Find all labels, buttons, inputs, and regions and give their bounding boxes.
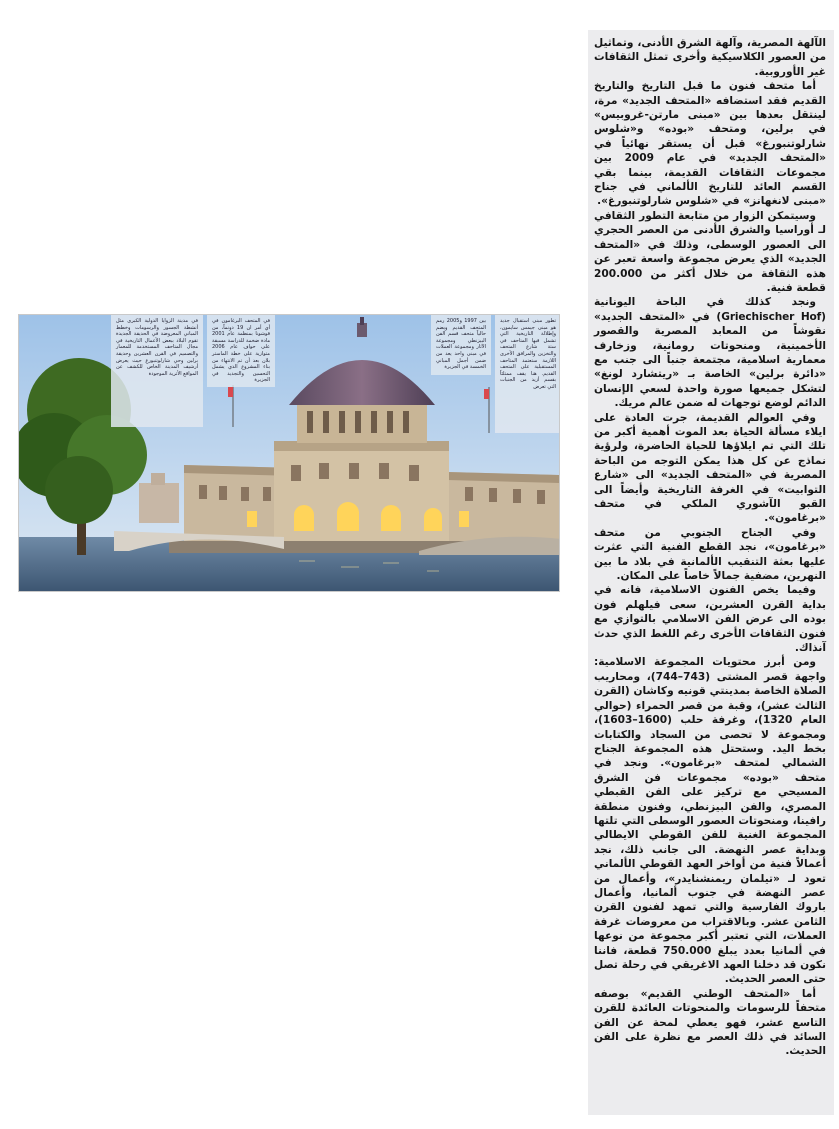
article-column xyxy=(588,30,834,1115)
article-paragraph: الآلهة المصرية، وآلهة الشرق الأدنى، وتماثيل من العصور الكلاسيكية وأخرى تمثل الثقافات غير الأوروبية. xyxy=(594,37,826,78)
flag xyxy=(228,387,233,397)
lantern xyxy=(357,323,367,337)
article-paragraph: وفي العوالم القديمة، جرت العادة على ايلاء مسألة الحياة بعد الموت أهمية أكبر من تلك التي تم ايلاؤها للحياة الحاضرة، ولرؤية نماذج عن كل هذا يمكن التوجه من الباحة المصرية في «المتحف الجديد» الى «شارع التوابيت» في الغرفة التاريخية وأيضاً الى القبو الآشوري الملكي في متحف «برغامون». xyxy=(594,411,826,525)
article-paragraph: أما متحف فنون ما قبل التاريخ والتاريخ القديم فقد استضافه «المتحف الجديد» مرة، لينتقل بعدها بين «مبنى مارتن-غروبيس» في برلين، ومتحف «بوده» و«شلوس شارلوتنبورغ» قبل أن يستقر نهائياً في «المتحف الجديد» في عام 2009 بين مجموعات الثقافات القديمة، بينما بقي القسم العائد للتاريخ الألماني في جناح «مبنى لانغهانز» في «شلوس شارلوتنبورغ». xyxy=(594,80,826,208)
article-paragraph: ومن أبرز محتويات المجموعة الاسلامية: واجهة قصر المشتى (743–744)، ومحاريب الصلاة الخاصة بمدينتي قونيه وكاشان (القرن الثالث عشر)، وقبة من قصر الحمراء (حوالي العام 1320)، وغرفة حلب (1600–1603)، ومجموعة لا تحصى من السجاد والكتابات بخط اليد. وستحتل هذه المجموعة الجناح الشمالي لمتحف «برغامون». ونجد في متحف «بوده» مجموعات فن الشرق المسيحي مع تركيز على الفن القبطي المصري، والفن البيزنطي، وفنون منطقة رافينا، ومنحوتات العصور الوسطى التي تلتها المجموعة الغنية للفن القوطي الايطالي وبداية عصر النهضة. الى جانب ذلك، نجد أعمالاً فنية من أواخر العهد القوطي الألماني تعود لـ «تيلمان ريمنشنايدر»، وأعمال من عصر النهضة في جنوب ألمانيا، وأعمال باروك الفارسية والتي تمهد لفنون القرن الثامن عشر. وبالاقتراب من معروضات غرفة العملات، التي تعتبر أكبر مجموعة من نوعها في ألمانيا بعدد يبلغ 750.000 قطعة، فاننا نكون قد دخلنا العهد الاغريقي في رحلة تصل حتى العصر الحديث. xyxy=(594,656,826,986)
photo-inset-text: في المتحف البرغامون في أي أمر ان 19 دونماً، من قوشونا بمنظمة عام 2001 مادة ضخمة للدراسة مسبقة على حواف عام 2006 متوازية على خطة الماستر بلان بعد أن تم الانتهاء من بناء المشروع الذي يشمل التحسين والتجديد في الجزيرة xyxy=(207,315,275,387)
article-paragraph: أما «المتحف الوطني القديم» بوصفه متحفاً للرسومات والمنحوتات العائدة للقرن التاسع عشر، فهو يعطي لمحة عن الفن السائد في ذلك العصر مع نظرة على الفن الحديث. xyxy=(594,987,826,1058)
photo-inset-text: في مدينة الزوايا الدولية الكبرى مثل أنشطة الجسور والرسومات وخطط المباني المعروضة في الحديقة الجديدة تقوم البلاد ببعض الأعمال التاريخية في مجال المتاحف المستخدمة للمعمار والتصميم في القرن العشرين وحديقة برلين وحي شارلوتنبورغ حيث يعرض أرشيف المدينة الخاص للكشف عن المواقع الأثرية الموجودة xyxy=(111,315,203,427)
flag xyxy=(484,389,489,399)
article-paragraph: وفيما يخص الفنون الاسلامية، فانه في بداية القرن العشرين، سعى فيلهلم فون بوده الى عرض الفن الاسلامي بالتوازي مع فنون الثقافات الأخرى رغم اللغط الذي حدث آنذاك. xyxy=(594,584,826,655)
museum-front xyxy=(274,437,449,551)
background-building xyxy=(151,473,165,485)
museum-photo xyxy=(18,314,560,592)
background-building xyxy=(139,483,179,523)
article-paragraph: ونجد كذلك في الباحة اليونانية (Griechischer Hof) في «المتحف الجديد» نقوشاً من المعابد المصرية والقصور الأخمينية، ومنحوتات رومانية، وزخارف معمارية اسلامية، مجتمعة جنباً الى جنب مع «دائرة برلين» الخاصة بـ «ريتشارد لونغ» لتشكل جميعها صورة واحدة لسعي الإنسان الدائم لوضع توجهات له ضمن عالم مريك. xyxy=(594,296,826,410)
photo-inset-text: تطور مبنى استقبال جديد هو مبنى جيمس سايمون، وإطلالة التاريخية التي تشمل قبها المتاحف في ستة شارع المتحف والتخزين والمرافق الأخرى اللازمة ستعتمد المتاحف المستقبلية على المتحف القديم. هنا يقف ممتلئاً بقسم أزيد من الجنبات التي تعرض xyxy=(495,315,560,433)
article-paragraph: وفي الجناح الجنوبي من متحف «برغامون»، نجد القطع الفنية التي عثرت عليها بعثة التنقيب الألمانية في بلاد ما بين النهرين، مضفية جمالاً خاصاً على المكان. xyxy=(594,526,826,583)
photo-inset-text: بين 1997 و2005 رمم المتحف القديم ويضم حالياً متحف قسم الفن البيزنطي ومجموعة الآثار ومجموعة العملات في مبنى واحد يعد من ضمن أجمل المباني الخمسة في الجزيرة xyxy=(431,315,491,375)
article-paragraph: وسيتمكن الزوار من متابعة التطور الثقافي لـ أوراسيا والشرق الأدنى من العصر الحجري الى العصور الوسطى، وذلك في «المتحف الجديد» الذي يعرض مجموعة واسعة تعبر عن هذه الثقافة من خلال أكثر من 200.000 قطعة فنية. xyxy=(594,209,826,294)
